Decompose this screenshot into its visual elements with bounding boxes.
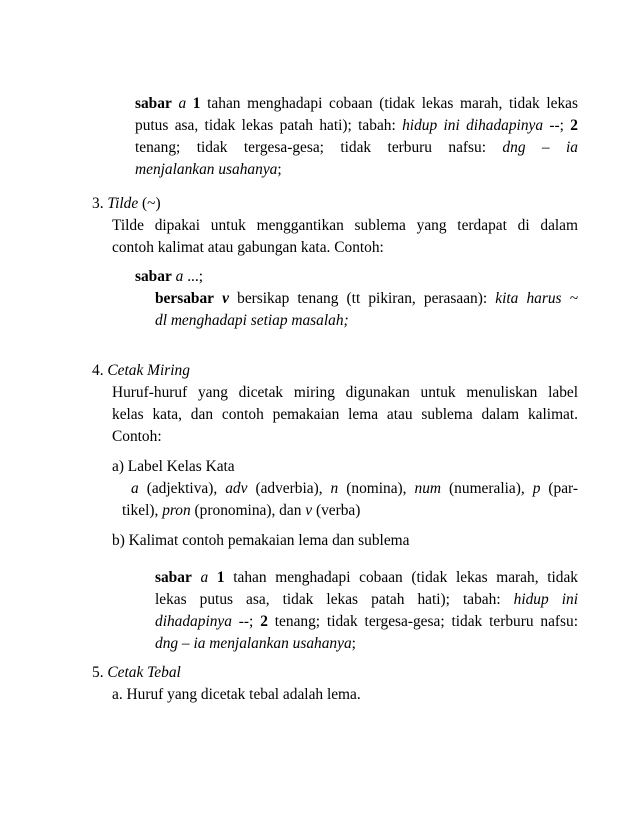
definition: bersikap tenang (tt pikiran, perasaan):	[237, 290, 496, 307]
sense-number: 1	[192, 95, 201, 112]
headword: sabar	[135, 95, 172, 112]
section-heading	[92, 662, 582, 684]
section-title: Cetak Tebal	[107, 664, 181, 681]
section-heading	[92, 360, 582, 382]
section-title: Cetak Miring	[107, 362, 190, 379]
label-a: a	[131, 480, 139, 497]
label-list: tikel), pron (pronomina), dan v (verba)	[122, 502, 361, 519]
section-number: 3.	[92, 195, 104, 212]
label-v: v	[305, 502, 313, 519]
example: hidup ini	[513, 591, 578, 608]
sub-entry	[155, 310, 578, 332]
paragraph-line: kelas kata, dan contoh pemakaian lema atau sublema dalam kalimat.	[112, 406, 578, 423]
example: kita harus ~	[495, 290, 578, 307]
label-p: p	[532, 480, 541, 497]
class-label: v	[222, 290, 229, 307]
paragraph-line: Huruf-huruf yang dicetak miring digunakan untuk menuliskan label	[112, 384, 578, 401]
section-title: Tilde	[107, 195, 139, 212]
label-num: num	[414, 480, 442, 497]
headword: sabar	[135, 268, 172, 285]
example: hidup ini dihadapinya	[402, 117, 544, 134]
sub-headword: bersabar	[155, 290, 214, 307]
label-list: a (adjektiva), adv (adverbia), n (nomina), num (numeralia), p (par-	[131, 480, 578, 497]
paragraph-line: contoh kalimat atau gabungan kata. Contoh:	[112, 239, 384, 256]
sense-number: 2	[570, 117, 578, 134]
list-item: a. Huruf yang dicetak tebal adalah lema.	[112, 686, 361, 703]
label-pron: pron	[162, 502, 191, 519]
example: dng – ia menjalankan usahanya	[155, 635, 352, 652]
entry-line: dng – ia menjalankan usahanya;	[155, 635, 356, 652]
example-entry: sabar a ...;	[135, 268, 204, 285]
entry-line: sabar a 1 tahan menghadapi cobaan (tidak lekas marah, tidak	[155, 569, 579, 586]
definition: putus asa, tidak lekas patah hati); tabah:	[135, 117, 403, 134]
label-adv: adv	[225, 480, 248, 497]
example: dl menghadapi setiap masalah;	[155, 312, 349, 329]
section-number: 4.	[92, 362, 104, 379]
class-label: a	[178, 95, 187, 112]
section-number: 5.	[92, 664, 104, 681]
entry-line: dihadapinya --; 2 tenang; tidak tergesa-gesa; tidak terburu nafsu:	[155, 613, 578, 630]
class-label: a	[175, 268, 184, 285]
entry-line: lekas putus asa, tidak lekas patah hati); tabah: hidup ini	[155, 591, 578, 608]
entry-line: menjalankan usahanya;	[135, 161, 282, 178]
entry-line	[135, 93, 578, 115]
definition: --;	[543, 117, 571, 134]
entry-line	[135, 115, 578, 137]
example: menjalankan usahanya	[135, 161, 278, 178]
subsection-title: b) Kalimat contoh pemakaian lema dan sublema	[112, 532, 410, 549]
sub-entry	[155, 288, 578, 310]
paragraph-line: Tilde dipakai untuk menggantikan sublema yang terdapat di dalam	[112, 217, 578, 234]
definition: tenang; tidak tergesa-gesa; tidak terburu nafsu:	[135, 139, 503, 156]
definition: tahan menghadapi cobaan (tidak lekas marah, tidak lekas	[207, 95, 579, 112]
example: dihadapinya	[155, 613, 232, 630]
example: dng – ia	[502, 139, 578, 156]
subsection-title: a) Label Kelas Kata	[112, 458, 235, 475]
headword: sabar	[155, 569, 192, 586]
paragraph-line: Contoh:	[112, 428, 162, 445]
class-label: a	[200, 569, 209, 586]
entry-line	[135, 137, 578, 159]
label-n: n	[330, 480, 339, 497]
sense-number: 2	[260, 613, 268, 630]
section-heading: 3. Tilde (~)	[92, 195, 161, 212]
sense-number: 1	[216, 569, 225, 586]
